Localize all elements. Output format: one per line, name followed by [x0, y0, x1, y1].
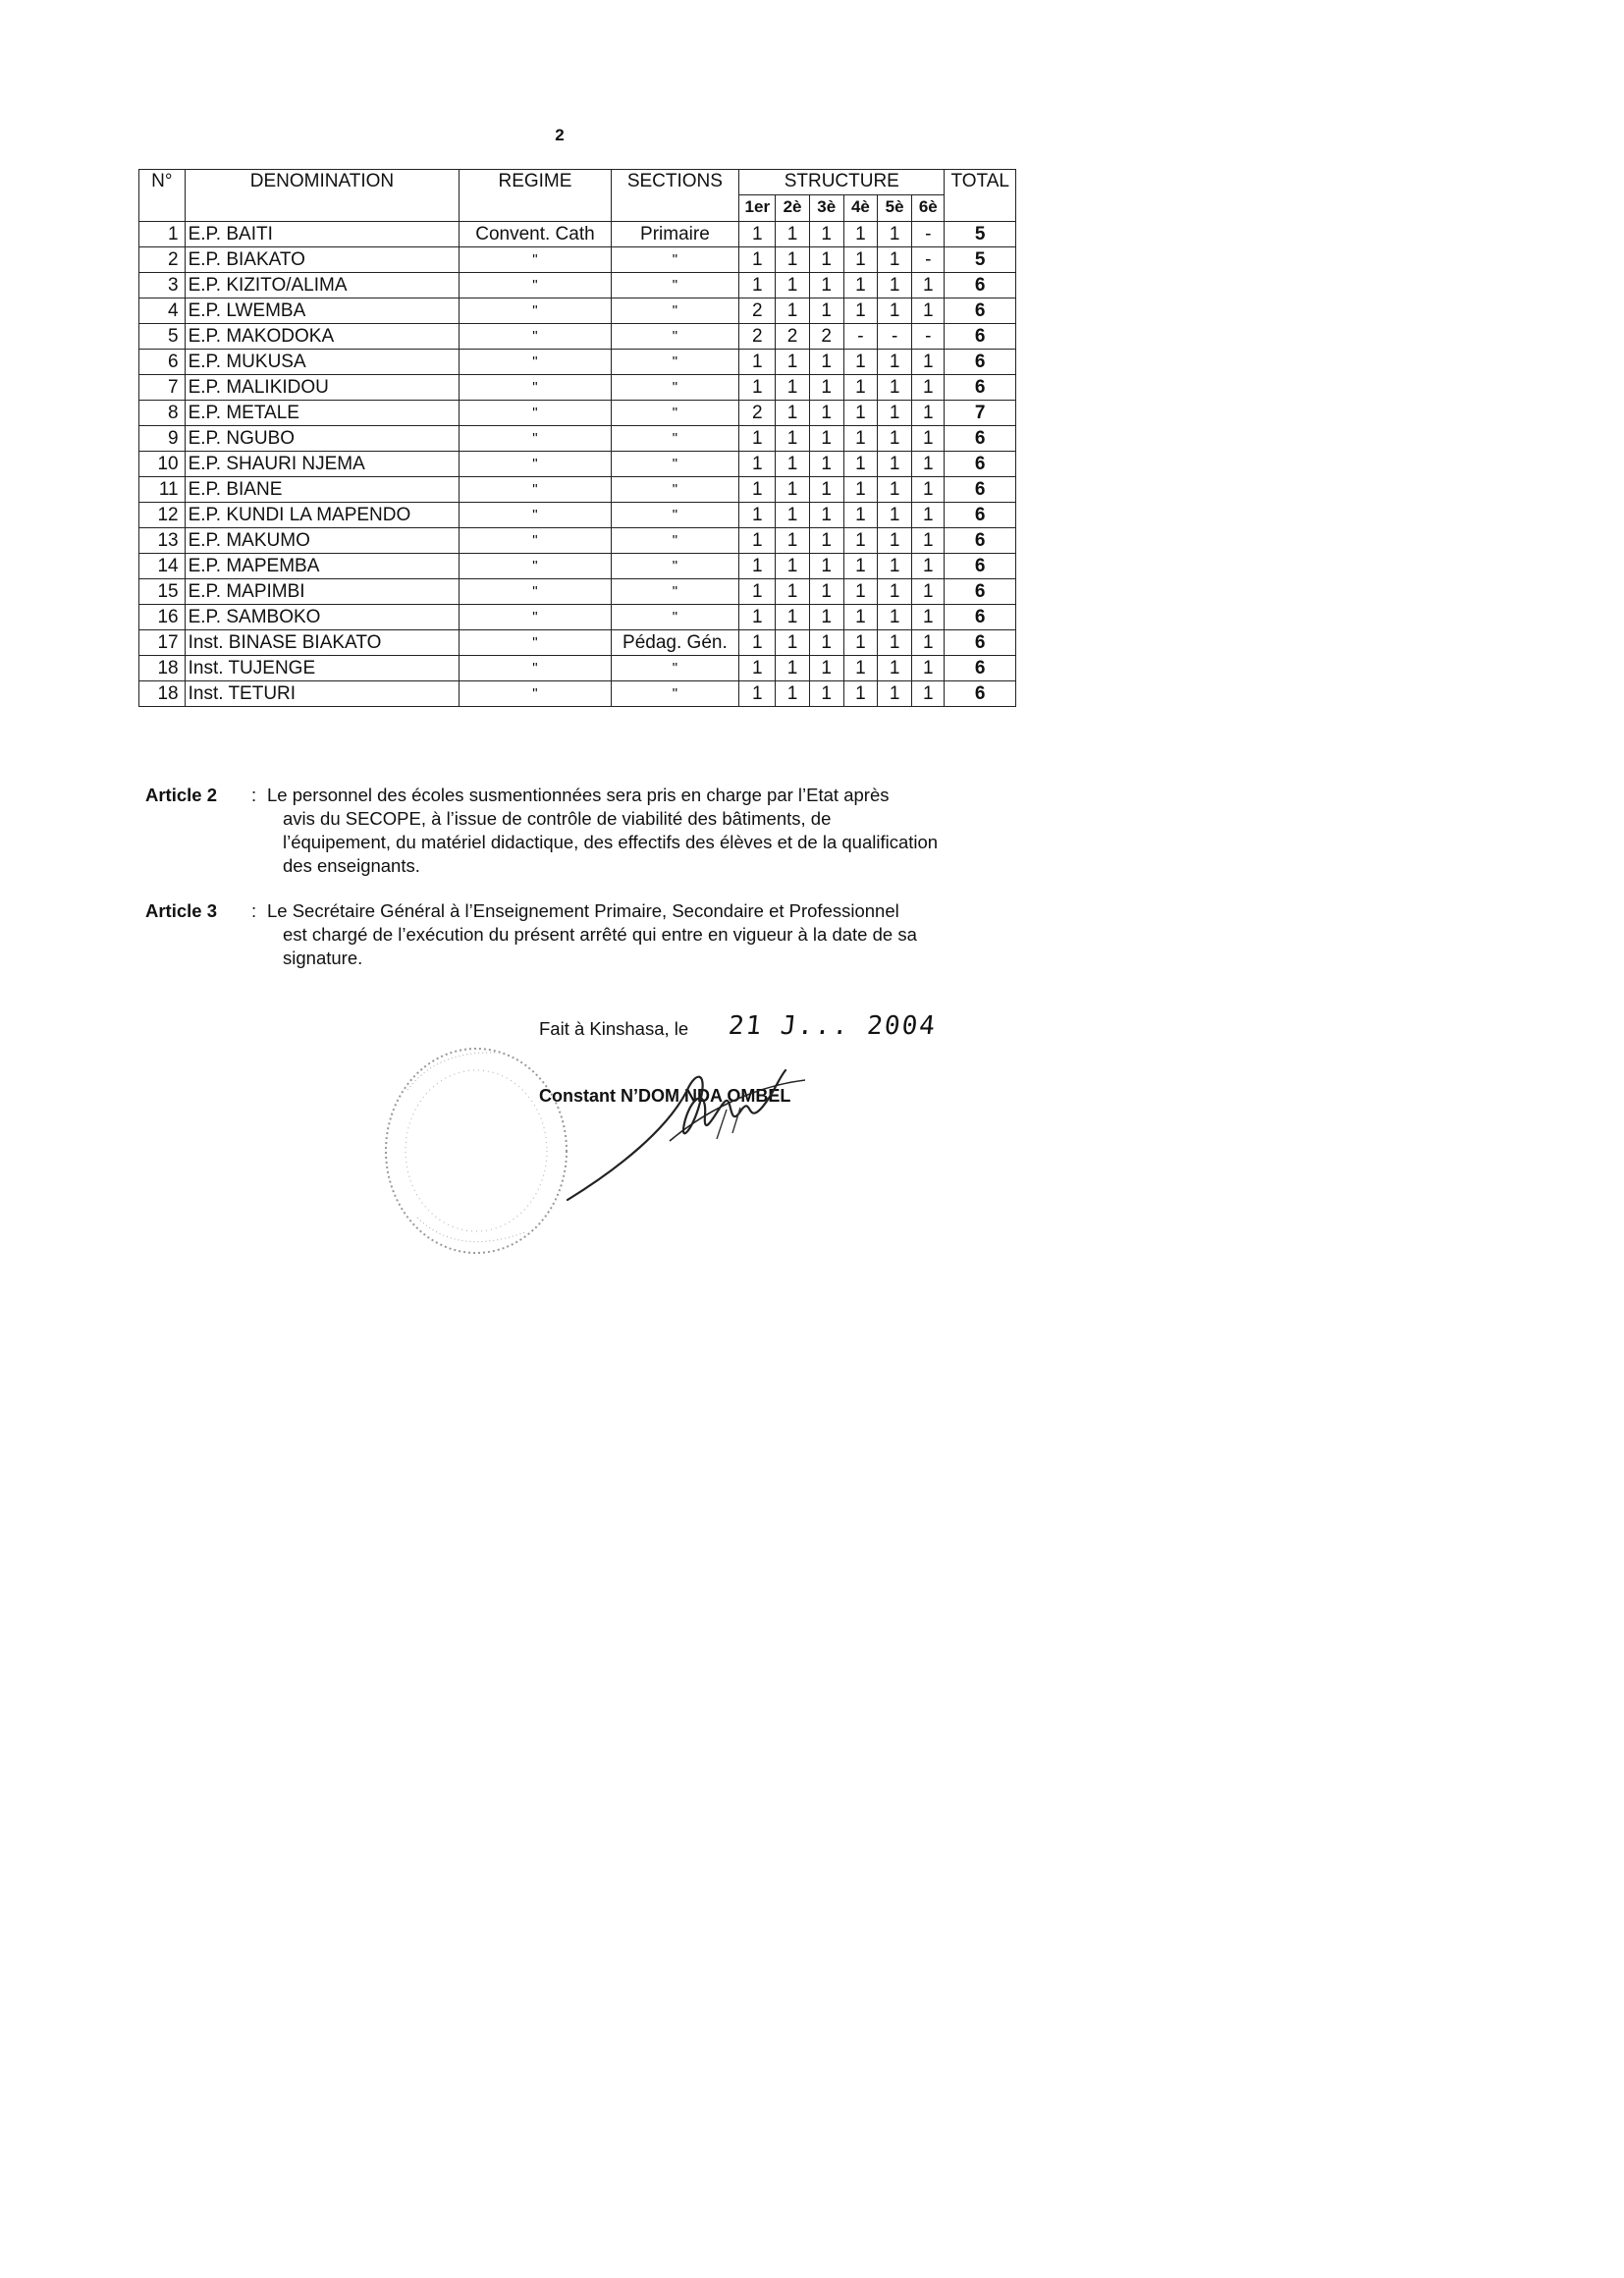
header-structure: STRUCTURE — [739, 170, 945, 195]
school-regime: " — [460, 375, 611, 401]
structure-count: 1 — [843, 605, 877, 630]
structure-count: - — [912, 222, 945, 247]
structure-count: 1 — [878, 605, 912, 630]
structure-count: 1 — [776, 350, 809, 375]
structure-count: 1 — [739, 503, 776, 528]
structure-count: - — [912, 247, 945, 273]
structure-count: 1 — [843, 452, 877, 477]
structure-count: 1 — [912, 477, 945, 503]
school-regime: " — [460, 579, 611, 605]
structure-count: 1 — [809, 630, 843, 656]
table-row — [139, 324, 1016, 350]
structure-count: 1 — [809, 222, 843, 247]
table-row — [139, 401, 1016, 426]
school-section: " — [611, 528, 739, 554]
structure-count: 1 — [776, 656, 809, 681]
table-row — [139, 222, 1016, 247]
structure-count: 1 — [878, 681, 912, 707]
structure-count: 2 — [809, 324, 843, 350]
school-section: " — [611, 477, 739, 503]
table-row — [139, 350, 1016, 375]
row-total: 6 — [945, 605, 1016, 630]
header-number: N° — [139, 170, 186, 222]
school-section: " — [611, 426, 739, 452]
structure-count: 1 — [912, 579, 945, 605]
structure-count: 1 — [912, 605, 945, 630]
row-total: 6 — [945, 477, 1016, 503]
structure-count: 1 — [878, 452, 912, 477]
place-date-label: Fait à Kinshasa, le — [539, 1018, 689, 1039]
structure-count: 1 — [739, 528, 776, 554]
handwritten-date: 21 J... 2004 — [727, 1011, 939, 1041]
table-row — [139, 247, 1016, 273]
row-number: 10 — [139, 452, 186, 477]
table-row — [139, 375, 1016, 401]
structure-count: 1 — [912, 350, 945, 375]
article-line: l’équipement, du matériel didactique, des effectifs des élèves et de la qualification — [283, 832, 939, 852]
table-row — [139, 579, 1016, 605]
table-row — [139, 452, 1016, 477]
school-section: Primaire — [611, 222, 739, 247]
structure-count: 1 — [843, 656, 877, 681]
school-regime: " — [460, 350, 611, 375]
structure-count: 1 — [912, 503, 945, 528]
school-section: " — [611, 375, 739, 401]
school-regime: " — [460, 554, 611, 579]
row-total: 5 — [945, 222, 1016, 247]
row-number: 2 — [139, 247, 186, 273]
school-section: " — [611, 452, 739, 477]
structure-count: 1 — [843, 477, 877, 503]
structure-count: 2 — [776, 324, 809, 350]
header-regime: REGIME — [460, 170, 611, 222]
school-section: " — [611, 656, 739, 681]
structure-count: 1 — [739, 681, 776, 707]
structure-count: 1 — [912, 528, 945, 554]
article-label: Article 2 — [145, 785, 218, 805]
structure-count: 1 — [776, 528, 809, 554]
structure-count: 1 — [809, 528, 843, 554]
structure-count: 1 — [809, 273, 843, 298]
school-name: E.P. KUNDI LA MAPENDO — [185, 503, 460, 528]
table-row — [139, 554, 1016, 579]
row-total: 6 — [945, 630, 1016, 656]
school-regime: " — [460, 452, 611, 477]
structure-count: 1 — [878, 554, 912, 579]
school-regime: " — [460, 681, 611, 707]
row-total: 6 — [945, 273, 1016, 298]
structure-count: 1 — [809, 350, 843, 375]
header-grade: 4è — [843, 195, 877, 222]
structure-count: 1 — [878, 247, 912, 273]
school-name: E.P. BAITI — [185, 222, 460, 247]
row-number: 8 — [139, 401, 186, 426]
row-total: 6 — [945, 579, 1016, 605]
school-section: " — [611, 401, 739, 426]
row-number: 11 — [139, 477, 186, 503]
structure-count: 1 — [878, 298, 912, 324]
structure-count: 1 — [776, 452, 809, 477]
school-name: E.P. KIZITO/ALIMA — [185, 273, 460, 298]
structure-count: 1 — [739, 554, 776, 579]
structure-count: 1 — [739, 579, 776, 605]
school-name: E.P. METALE — [185, 401, 460, 426]
structure-count: 1 — [776, 605, 809, 630]
row-total: 6 — [945, 452, 1016, 477]
structure-count: 1 — [878, 401, 912, 426]
structure-count: 1 — [878, 579, 912, 605]
school-section: " — [611, 503, 739, 528]
table-row — [139, 503, 1016, 528]
structure-count: 1 — [843, 554, 877, 579]
row-number: 18 — [139, 656, 186, 681]
structure-count: 1 — [912, 375, 945, 401]
school-regime: " — [460, 401, 611, 426]
school-name: E.P. MAKODOKA — [185, 324, 460, 350]
structure-count: 1 — [878, 375, 912, 401]
structure-count: - — [912, 324, 945, 350]
row-number: 12 — [139, 503, 186, 528]
school-name: E.P. NGUBO — [185, 426, 460, 452]
table-row — [139, 426, 1016, 452]
school-regime: " — [460, 273, 611, 298]
article-line: avis du SECOPE, à l’issue de contrôle de viabilité des bâtiments, de — [283, 808, 832, 829]
row-total: 7 — [945, 401, 1016, 426]
structure-count: 1 — [739, 630, 776, 656]
school-section: Pédag. Gén. — [611, 630, 739, 656]
school-regime: " — [460, 324, 611, 350]
school-regime: " — [460, 630, 611, 656]
structure-count: 1 — [912, 656, 945, 681]
header-grade: 5è — [878, 195, 912, 222]
school-regime: " — [460, 298, 611, 324]
structure-count: 1 — [776, 579, 809, 605]
table-row — [139, 477, 1016, 503]
structure-count: 1 — [878, 350, 912, 375]
structure-count: 1 — [776, 273, 809, 298]
structure-count: 1 — [809, 298, 843, 324]
row-number: 14 — [139, 554, 186, 579]
structure-count: 1 — [776, 477, 809, 503]
structure-count: 1 — [776, 401, 809, 426]
article-line: Le Secrétaire Général à l’Enseignement Primaire, Secondaire et Professionnel — [267, 900, 899, 921]
table-row — [139, 656, 1016, 681]
structure-count: 1 — [739, 452, 776, 477]
row-total: 6 — [945, 298, 1016, 324]
structure-count: 1 — [809, 426, 843, 452]
structure-count: 1 — [776, 681, 809, 707]
structure-count: 1 — [776, 298, 809, 324]
structure-count: 1 — [809, 401, 843, 426]
page-number: 2 — [555, 126, 565, 144]
school-regime: " — [460, 247, 611, 273]
school-name: Inst. TETURI — [185, 681, 460, 707]
structure-count: 1 — [843, 273, 877, 298]
structure-count: 1 — [739, 375, 776, 401]
structure-count: 1 — [776, 375, 809, 401]
structure-count: 1 — [809, 477, 843, 503]
structure-count: 1 — [843, 630, 877, 656]
structure-count: 1 — [809, 656, 843, 681]
school-name: Inst. BINASE BIAKATO — [185, 630, 460, 656]
structure-count: 1 — [843, 426, 877, 452]
row-number: 4 — [139, 298, 186, 324]
header-grade: 6è — [912, 195, 945, 222]
school-name: E.P. LWEMBA — [185, 298, 460, 324]
structure-count: 1 — [843, 503, 877, 528]
table-row — [139, 681, 1016, 707]
article-colon: : — [251, 900, 257, 921]
school-name: E.P. MAPIMBI — [185, 579, 460, 605]
row-number: 6 — [139, 350, 186, 375]
structure-count: 1 — [878, 273, 912, 298]
row-total: 6 — [945, 324, 1016, 350]
row-total: 6 — [945, 375, 1016, 401]
row-total: 6 — [945, 681, 1016, 707]
structure-count: 2 — [739, 298, 776, 324]
structure-count: 1 — [878, 630, 912, 656]
school-regime: " — [460, 528, 611, 554]
article-line: est chargé de l’exécution du présent arrêté qui entre en vigueur à la date de sa — [283, 924, 917, 945]
structure-count: 1 — [739, 247, 776, 273]
structure-count: 1 — [809, 605, 843, 630]
article-label: Article 3 — [145, 900, 218, 921]
row-number: 9 — [139, 426, 186, 452]
header-grade: 2è — [776, 195, 809, 222]
row-number: 18 — [139, 681, 186, 707]
structure-count: 2 — [739, 324, 776, 350]
structure-count: 1 — [912, 401, 945, 426]
structure-count: 1 — [843, 298, 877, 324]
school-section: " — [611, 554, 739, 579]
school-regime: " — [460, 426, 611, 452]
structure-count: 1 — [739, 426, 776, 452]
school-name: E.P. MAKUMO — [185, 528, 460, 554]
school-regime: " — [460, 605, 611, 630]
school-regime: Convent. Cath — [460, 222, 611, 247]
article-text — [267, 784, 1033, 878]
signatory-name: Constant N’DOM NDA OMBEL — [539, 1086, 791, 1106]
row-number: 17 — [139, 630, 186, 656]
structure-count: 2 — [739, 401, 776, 426]
school-section: " — [611, 298, 739, 324]
structure-count: 1 — [912, 298, 945, 324]
structure-count: 1 — [878, 477, 912, 503]
row-number: 16 — [139, 605, 186, 630]
table-row — [139, 630, 1016, 656]
structure-count: 1 — [739, 350, 776, 375]
structure-count: 1 — [809, 452, 843, 477]
article-line: signature. — [283, 948, 363, 968]
school-section: " — [611, 247, 739, 273]
header-total: TOTAL — [945, 170, 1016, 222]
schools-table — [138, 169, 1016, 707]
structure-count: 1 — [912, 273, 945, 298]
structure-count: 1 — [776, 630, 809, 656]
header-grade: 3è — [809, 195, 843, 222]
article-text — [267, 899, 1033, 970]
row-number: 13 — [139, 528, 186, 554]
structure-count: 1 — [843, 681, 877, 707]
structure-count: 1 — [739, 656, 776, 681]
structure-count: 1 — [878, 656, 912, 681]
structure-count: 1 — [739, 222, 776, 247]
structure-count: 1 — [809, 554, 843, 579]
structure-count: 1 — [912, 554, 945, 579]
article-line: Le personnel des écoles susmentionnées sera pris en charge par l’Etat après — [267, 785, 890, 805]
structure-count: 1 — [878, 426, 912, 452]
school-name: E.P. SHAURI NJEMA — [185, 452, 460, 477]
school-name: E.P. MALIKIDOU — [185, 375, 460, 401]
school-name: Inst. TUJENGE — [185, 656, 460, 681]
row-number: 15 — [139, 579, 186, 605]
structure-count: 1 — [739, 477, 776, 503]
school-section: " — [611, 273, 739, 298]
structure-count: 1 — [843, 222, 877, 247]
structure-count: 1 — [878, 222, 912, 247]
row-number: 7 — [139, 375, 186, 401]
header-denomination: DENOMINATION — [185, 170, 460, 222]
row-number: 1 — [139, 222, 186, 247]
structure-count: 1 — [843, 350, 877, 375]
header-sections: SECTIONS — [611, 170, 739, 222]
structure-count: 1 — [912, 426, 945, 452]
school-regime: " — [460, 477, 611, 503]
structure-count: 1 — [843, 375, 877, 401]
structure-count: 1 — [776, 426, 809, 452]
table-row — [139, 528, 1016, 554]
article-colon: : — [251, 785, 257, 805]
row-total: 6 — [945, 528, 1016, 554]
structure-count: 1 — [843, 401, 877, 426]
structure-count: - — [878, 324, 912, 350]
table-row — [139, 298, 1016, 324]
structure-count: 1 — [739, 273, 776, 298]
structure-count: 1 — [878, 528, 912, 554]
school-name: E.P. MUKUSA — [185, 350, 460, 375]
structure-count: 1 — [878, 503, 912, 528]
school-name: E.P. BIAKATO — [185, 247, 460, 273]
header-grade: 1er — [739, 195, 776, 222]
structure-count: 1 — [739, 605, 776, 630]
structure-count: 1 — [809, 375, 843, 401]
structure-count: 1 — [809, 681, 843, 707]
row-total: 6 — [945, 350, 1016, 375]
school-section: " — [611, 681, 739, 707]
structure-count: 1 — [776, 247, 809, 273]
structure-count: 1 — [843, 579, 877, 605]
structure-count: 1 — [809, 579, 843, 605]
structure-count: 1 — [912, 452, 945, 477]
structure-count: 1 — [776, 554, 809, 579]
structure-count: - — [843, 324, 877, 350]
school-name: E.P. SAMBOKO — [185, 605, 460, 630]
article-line: des enseignants. — [283, 855, 420, 876]
school-section: " — [611, 350, 739, 375]
structure-count: 1 — [843, 247, 877, 273]
structure-count: 1 — [776, 222, 809, 247]
row-number: 3 — [139, 273, 186, 298]
school-regime: " — [460, 656, 611, 681]
row-total: 6 — [945, 656, 1016, 681]
table-row — [139, 605, 1016, 630]
structure-count: 1 — [843, 528, 877, 554]
school-section: " — [611, 605, 739, 630]
row-total: 6 — [945, 503, 1016, 528]
school-name: E.P. MAPEMBA — [185, 554, 460, 579]
structure-count: 1 — [809, 247, 843, 273]
structure-count: 1 — [912, 630, 945, 656]
school-regime: " — [460, 503, 611, 528]
table-row — [139, 273, 1016, 298]
row-number: 5 — [139, 324, 186, 350]
school-section: " — [611, 579, 739, 605]
row-total: 6 — [945, 554, 1016, 579]
handwritten-signature — [560, 1051, 815, 1208]
school-name: E.P. BIANE — [185, 477, 460, 503]
row-total: 6 — [945, 426, 1016, 452]
structure-count: 1 — [809, 503, 843, 528]
structure-count: 1 — [912, 681, 945, 707]
school-section: " — [611, 324, 739, 350]
structure-count: 1 — [776, 503, 809, 528]
row-total: 5 — [945, 247, 1016, 273]
